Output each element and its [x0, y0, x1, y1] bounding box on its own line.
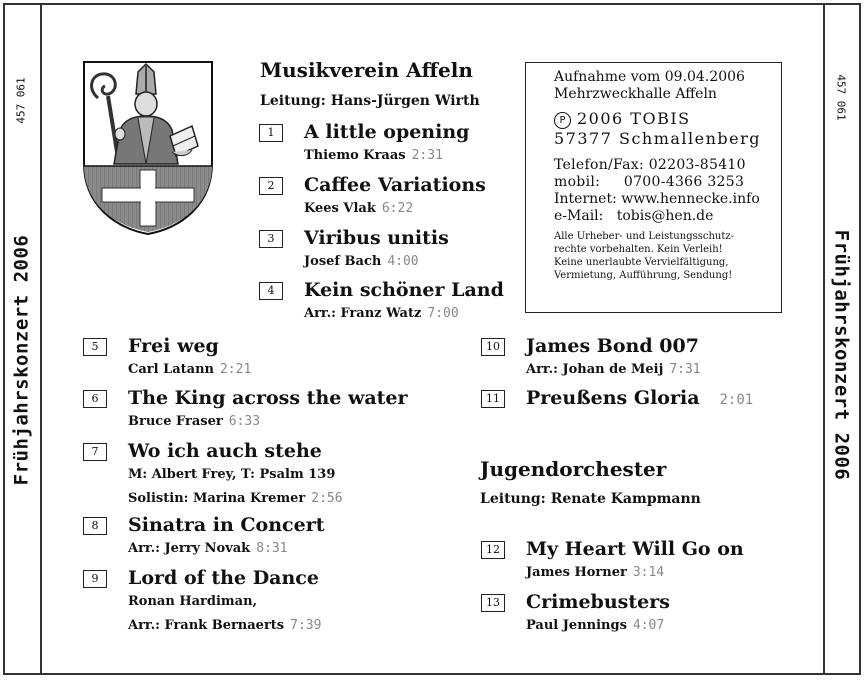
- phone-fax: Telefon/Fax: 02203-85410: [554, 157, 746, 173]
- track-number: 10: [481, 338, 505, 356]
- track-number: 11: [481, 390, 505, 408]
- track-title: Caffee Variations: [304, 174, 486, 196]
- track-credit: Kees Vlak 6:22: [304, 201, 414, 216]
- track-credit: Solistin: Marina Kremer 2:56: [128, 491, 343, 506]
- production-info-box: [525, 62, 782, 313]
- label-city: 57377 Schmallenberg: [554, 129, 762, 148]
- track-title: Preußens Gloria 2:01: [526, 387, 754, 409]
- track-number: 1: [259, 124, 283, 142]
- track-title: Wo ich auch stehe: [128, 440, 322, 462]
- right-spine-title: Frühjahrskonzert 2006: [830, 229, 852, 481]
- track-duration: 2:21: [219, 362, 252, 377]
- track-13: [481, 591, 841, 651]
- track-duration: 2:31: [411, 148, 443, 163]
- track-credit: Arr.: Johan de Meij 7:31: [526, 362, 701, 377]
- track-duration: 7:39: [290, 618, 322, 633]
- track-number: 12: [481, 541, 505, 559]
- track-credit: Paul Jennings 4:07: [526, 618, 665, 633]
- track-credit: M: Albert Frey, T: Psalm 139: [128, 467, 336, 482]
- track-title: Frei weg: [128, 335, 219, 357]
- copyright-line: P 2006 TOBIS: [554, 109, 781, 129]
- track-title: James Bond 007: [526, 335, 699, 357]
- track-title: Viribus unitis: [304, 227, 449, 249]
- phonogram-icon: P: [554, 112, 571, 129]
- track-9: [83, 567, 443, 633]
- youth-orchestra-name: Jugendorchester: [480, 457, 667, 481]
- rights-notice: Alle Urheber- und Leistungsschutz- rechte vorbehalten. Kein Verleih! Keine unerlaubte Vervielfältigung, Vermietung, Aufführung, Sendung!: [554, 231, 734, 281]
- track-duration: 2:56: [311, 491, 343, 506]
- track-number: 3: [259, 230, 283, 248]
- band-name: Musikverein Affeln: [260, 58, 473, 82]
- track-duration: 2:01: [719, 392, 754, 408]
- track-credit: Arr.: Frank Bernaerts 7:39: [128, 618, 322, 633]
- track-11: [481, 387, 841, 447]
- left-spine-divider: [40, 3, 42, 675]
- track-title: The King across the water: [128, 387, 408, 409]
- recording-date: Aufnahme vom 09.04.2006: [554, 69, 745, 85]
- track-8: [83, 514, 443, 574]
- track-credit: Ronan Hardiman,: [128, 594, 258, 609]
- track-title: Lord of the Dance: [128, 567, 319, 589]
- track-duration: 4:07: [632, 618, 665, 633]
- track-number: 7: [83, 443, 107, 461]
- track-6: [83, 387, 443, 447]
- track-number: 4: [259, 282, 283, 300]
- track-duration: 7:00: [427, 306, 459, 321]
- track-duration: 6:33: [228, 414, 261, 429]
- track-duration: 8:31: [256, 541, 288, 556]
- track-title: Kein schöner Land: [304, 279, 504, 301]
- track-5: [83, 335, 443, 395]
- track-duration: 3:14: [632, 565, 665, 580]
- website: Internet: www.hennecke.info: [554, 191, 760, 207]
- track-7: [83, 440, 443, 506]
- track-credit: Josef Bach 4:00: [304, 254, 419, 269]
- track-title: A little opening: [304, 121, 470, 143]
- track-credit: Thiemo Kraas 2:31: [304, 148, 443, 163]
- track-number: 5: [83, 338, 107, 356]
- band-leader: Leitung: Hans-Jürgen Wirth: [260, 93, 480, 109]
- track-10: [481, 335, 841, 395]
- coat-of-arms-icon: [80, 58, 216, 238]
- track-number: 13: [481, 594, 505, 612]
- track-duration: 6:22: [381, 201, 414, 216]
- left-spine-catalog: 457 061: [14, 76, 28, 124]
- track-title: Crimebusters: [526, 591, 670, 613]
- track-title: Sinatra in Concert: [128, 514, 325, 536]
- track-12: [481, 538, 841, 598]
- track-number: 6: [83, 390, 107, 408]
- track-credit: Carl Latann 2:21: [128, 362, 252, 377]
- email-address: e-Mail: tobis@hen.de: [554, 208, 714, 224]
- track-title: My Heart Will Go on: [526, 538, 744, 560]
- recording-venue: Mehrzweckhalle Affeln: [554, 86, 717, 102]
- track-number: 9: [83, 570, 107, 588]
- youth-orchestra-leader: Leitung: Renate Kampmann: [480, 491, 701, 507]
- track-credit: Arr.: Jerry Novak 8:31: [128, 541, 288, 556]
- mobile-phone: mobil: 0700-4366 3253: [554, 174, 745, 190]
- left-spine-title: Frühjahrskonzert 2006: [10, 234, 32, 486]
- track-credit: James Horner 3:14: [526, 565, 665, 580]
- right-spine-catalog: 457 061: [834, 73, 848, 121]
- track-number: 2: [259, 177, 283, 195]
- track-credit: Arr.: Franz Watz 7:00: [304, 306, 459, 321]
- track-duration: 7:31: [669, 362, 701, 377]
- track-duration: 4:00: [387, 254, 419, 269]
- track-credit: Bruce Fraser 6:33: [128, 414, 261, 429]
- track-number: 8: [83, 517, 107, 535]
